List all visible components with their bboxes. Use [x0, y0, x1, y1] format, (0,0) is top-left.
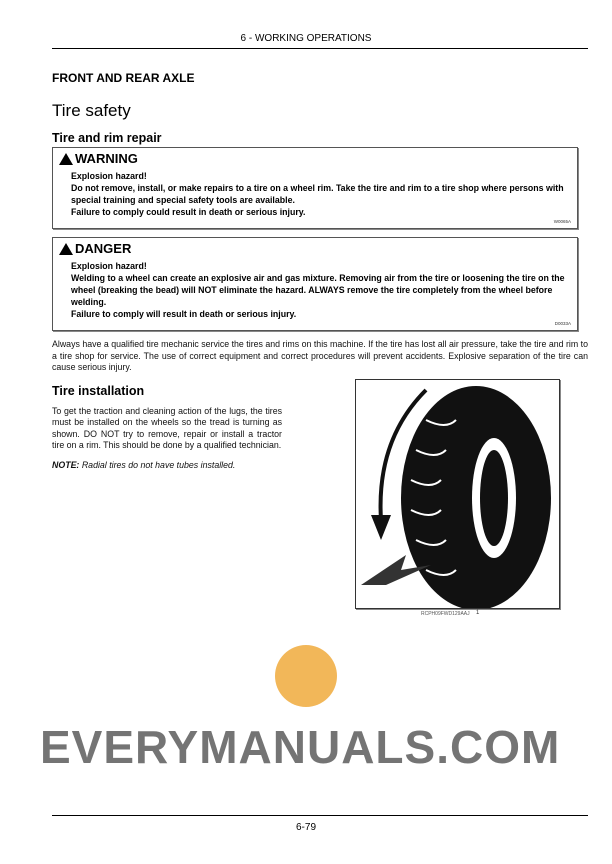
paragraph-installation: To get the traction and cleaning action of the lugs, the tires must be installed on the wheels so the tread is turning as shown. DO NOT try to remove, repair or install a tractor tire on a rim. This should be done by a qualified technician. [52, 405, 282, 450]
danger-line: Welding to a wheel can create an explosive air and gas mixture. Removing air from the tire or loosening the tire on the wheel (breaking the bead) will NOT eliminate the hazard. ALWAYS remove the tire completely from the wheel before welding. [71, 273, 565, 307]
watermark-logo [275, 645, 337, 707]
paragraph-service: Always have a qualified tire mechanic service the tires and rims on this machine. If the tire has lost all air pressure, take the tire and rim to a tire shop for service. The use of correct equipment and correct procedures will prevent accidents. Explosive separation of the tire can cause serious injury. [52, 339, 588, 372]
subheading-installation: Tire installation [52, 383, 145, 398]
subheading-repair: Tire and rim repair [52, 131, 162, 145]
footer-rule [52, 815, 588, 816]
header-rule [52, 48, 588, 49]
tire-figure [355, 379, 560, 609]
warning-line: Do not remove, install, or make repairs to a tire on a wheel rim. Take the tire and rim to a tire shop where persons with special training and special safety tools are available. [71, 183, 564, 205]
danger-line: Failure to comply will result in death or serious injury. [71, 309, 297, 319]
page-number: 6-79 [295, 822, 316, 833]
danger-code: D0033A [554, 321, 571, 326]
danger-box [52, 237, 578, 331]
figure-caption: RCPH09FWD129AAJ [421, 611, 470, 617]
page-header: 6 - WORKING OPERATIONS [240, 33, 372, 44]
warning-line: Failure to comply could result in death or serious injury. [71, 207, 306, 217]
watermark: EVERYMANUALS.COM [40, 721, 561, 773]
warning-triangle-icon [59, 153, 73, 165]
warning-box [52, 147, 578, 229]
danger-line: Explosion hazard! [71, 261, 147, 271]
note-text: Radial tires do not have tubes installed. [79, 459, 236, 470]
page-title: Tire safety [52, 101, 131, 120]
figure-number: 1 [476, 610, 480, 616]
danger-label: DANGER [75, 241, 132, 256]
section-title: FRONT AND REAR AXLE [52, 71, 195, 85]
note [52, 460, 312, 472]
tire-illustration [356, 380, 559, 608]
warning-triangle-icon [59, 243, 73, 255]
warning-label: WARNING [75, 151, 138, 166]
note-label: NOTE: [52, 459, 80, 470]
warning-line: Explosion hazard! [71, 171, 147, 181]
warning-code: W0065A [553, 219, 571, 224]
